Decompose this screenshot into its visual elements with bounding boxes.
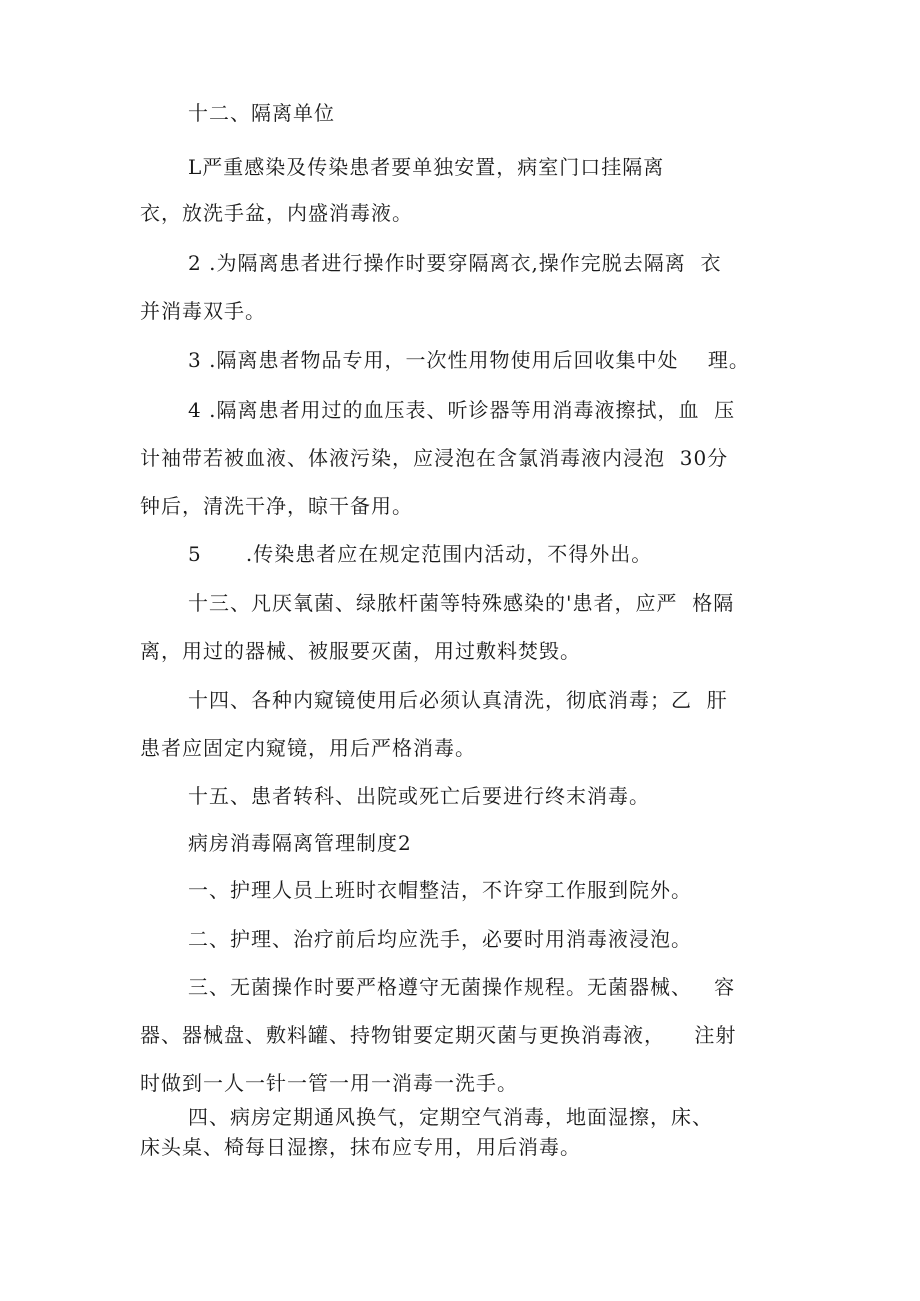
- paragraph-line: 3 .隔离患者物品专用，一次性用物使用后回收集中处 理。: [188, 348, 750, 372]
- paragraph-line: 器、器械盘、敷料罐、持物钳要定期灭菌与更换消毒液， 注射: [140, 1023, 737, 1047]
- paragraph-line: 四、病房定期通风换气，定期空气消毒，地面湿擦，床、: [188, 1105, 713, 1129]
- document-subtitle: 病房消毒隔离管理制度2: [188, 831, 412, 855]
- section-heading-13: 十三、凡厌氧菌、绿脓杆菌等特殊感染的'患者，应严 格隔: [188, 591, 735, 615]
- paragraph-line: 二、护理、治疗前后均应洗手，必要时用消毒液浸泡。: [188, 927, 692, 951]
- paragraph-line: 计袖带若被血液、体液污染，应浸泡在含氯消毒液内浸泡 30分: [140, 446, 729, 470]
- paragraph-line: 4 .隔离患者用过的血压表、听诊器等用消毒液擦拭，血 压: [188, 398, 736, 422]
- section-heading-14: 十四、各种内窥镜使用后必须认真清洗，彻底消毒；乙 肝: [188, 688, 728, 712]
- paragraph-line: 三、无菌操作时要严格遵守无菌操作规程。无菌器械、 容: [188, 975, 736, 999]
- paragraph-line: 一、护理人员上班时衣帽整洁，不许穿工作服到院外。: [188, 878, 692, 902]
- paragraph-line: 衣，放洗手盆，内盛消毒液。: [140, 201, 413, 225]
- section-heading-15: 十五、患者转科、出院或死亡后要进行终末消毒。: [188, 784, 650, 808]
- paragraph-line: 并消毒双手。: [140, 299, 266, 323]
- paragraph-line: 时做到一人一针一管一用一消毒一洗手。: [140, 1071, 518, 1095]
- section-heading-12: 十二、隔离单位: [188, 101, 335, 125]
- paragraph-line: 离，用过的器械、被服要灭菌，用过敷料焚毁。: [140, 639, 581, 663]
- paragraph-line: 5 .传染患者应在规定范围内活动，不得外出。: [188, 542, 653, 566]
- paragraph-line: L严重感染及传染患者要单独安置，病室门口挂隔离: [188, 155, 665, 179]
- paragraph-line: 钟后，清洗干净，晾干备用。: [140, 494, 413, 518]
- paragraph-line: 2 .为隔离患者进行操作时要穿隔离衣,操作完脱去隔离 衣: [188, 251, 722, 275]
- paragraph-line: 床头桌、椅每日湿擦，抹布应专用，用后消毒。: [140, 1135, 581, 1159]
- paragraph-line: 患者应固定内窥镜，用后严格消毒。: [140, 736, 476, 760]
